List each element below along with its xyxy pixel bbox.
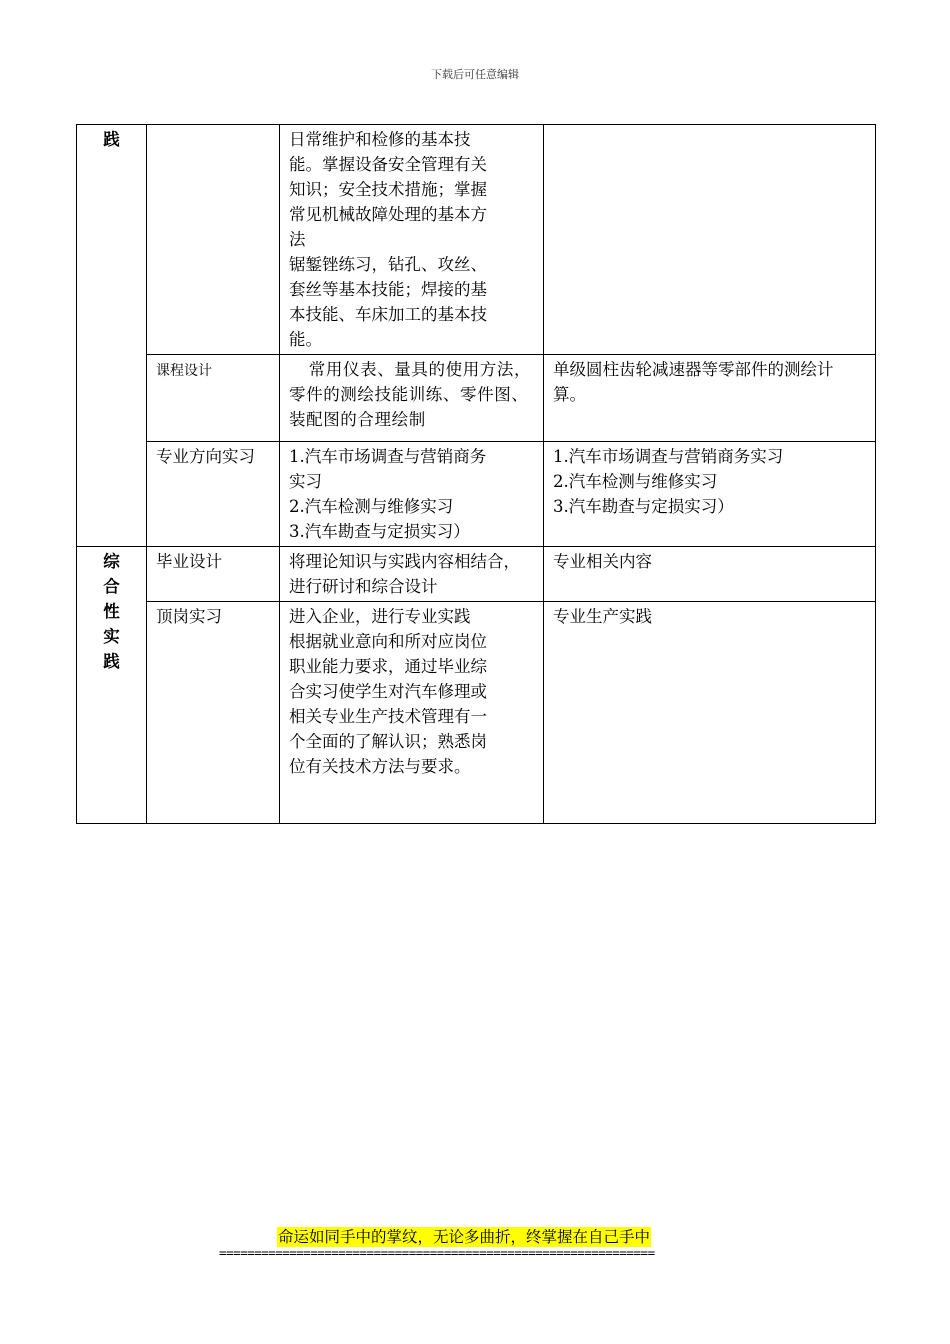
detail-cell: 专业生产实践 (544, 602, 876, 824)
item-label-cell (147, 125, 280, 355)
footer-motto: 命运如同手中的掌纹，无论多曲折，终掌握在自己手中 (278, 1228, 651, 1246)
content-cell (280, 442, 544, 547)
content-line: 锯錾锉练习，钻孔、攻丝、 (289, 255, 487, 274)
content-cell: 常用仪表、量具的使用方法，零件的测绘技能训练、零件图、装配图的合理绘制 (280, 355, 544, 442)
table-row (77, 442, 876, 547)
table-row (77, 125, 876, 355)
category-char: 综 (103, 552, 120, 571)
content-line: 知识；安全技术措施；掌握 (289, 180, 487, 199)
content-line: 常见机械故障处理的基本方 (289, 205, 487, 224)
content-line: 进入企业，进行专业实践 (289, 607, 471, 626)
footer-divider: ============================================================== (219, 1245, 655, 1260)
content-line: 2.汽车检测与维修实习 (289, 497, 454, 516)
category-label: 践 (103, 130, 120, 149)
curriculum-table (76, 124, 876, 824)
content-line: 能。 (289, 330, 322, 349)
content-line: 1.汽车市场调查与营销商务 (289, 447, 487, 466)
table-row (77, 355, 876, 442)
content-line: 实习 (289, 472, 322, 491)
table-row (77, 602, 876, 824)
content-cell (280, 602, 544, 824)
category-char: 践 (103, 652, 120, 671)
content-line: 个全面的了解认识；熟悉岗 (289, 732, 487, 751)
detail-cell (544, 125, 876, 355)
content-line: 位有关技术方法与要求。 (289, 757, 471, 776)
content-line: 相关专业生产技术管理有一 (289, 707, 487, 726)
content-line: 职业能力要求，通过毕业综 (289, 657, 487, 676)
detail-cell (544, 442, 876, 547)
detail-cell: 专业相关内容 (544, 547, 876, 602)
detail-line: 2.汽车检测与维修实习 (553, 472, 718, 491)
content-line: 能。掌握设备安全管理有关 (289, 155, 487, 174)
content-line: 根据就业意向和所对应岗位 (289, 632, 487, 651)
item-label-cell: 课程设计 (147, 355, 280, 442)
detail-cell: 单级圆柱齿轮减速器等零部件的测绘计算。 (544, 355, 876, 442)
table-row (77, 547, 876, 602)
detail-line: 3.汽车勘查与定损实习） (553, 497, 734, 516)
category-char: 实 (103, 627, 120, 646)
category-cell (77, 125, 147, 547)
header-note: 下载后可任意编辑 (431, 68, 519, 81)
category-cell (77, 547, 147, 824)
content-line: 套丝等基本技能；焊接的基 (289, 280, 487, 299)
item-label-cell: 毕业设计 (147, 547, 280, 602)
detail-line: 1.汽车市场调查与营销商务实习 (553, 447, 784, 466)
content-line: 日常维护和检修的基本技 (289, 130, 471, 149)
item-label-cell: 顶岗实习 (147, 602, 280, 824)
content-cell (280, 125, 544, 355)
category-char: 合 (103, 577, 120, 596)
category-char: 性 (103, 602, 120, 621)
content-line: 3.汽车勘查与定损实习） (289, 522, 470, 541)
content-line: 合实习使学生对汽车修理或 (289, 682, 487, 701)
item-label-cell: 专业方向实习 (147, 442, 280, 547)
content-line: 法 (289, 230, 306, 249)
content-cell: 将理论知识与实践内容相结合，进行研讨和综合设计 (280, 547, 544, 602)
content-line: 本技能、车床加工的基本技 (289, 305, 487, 324)
